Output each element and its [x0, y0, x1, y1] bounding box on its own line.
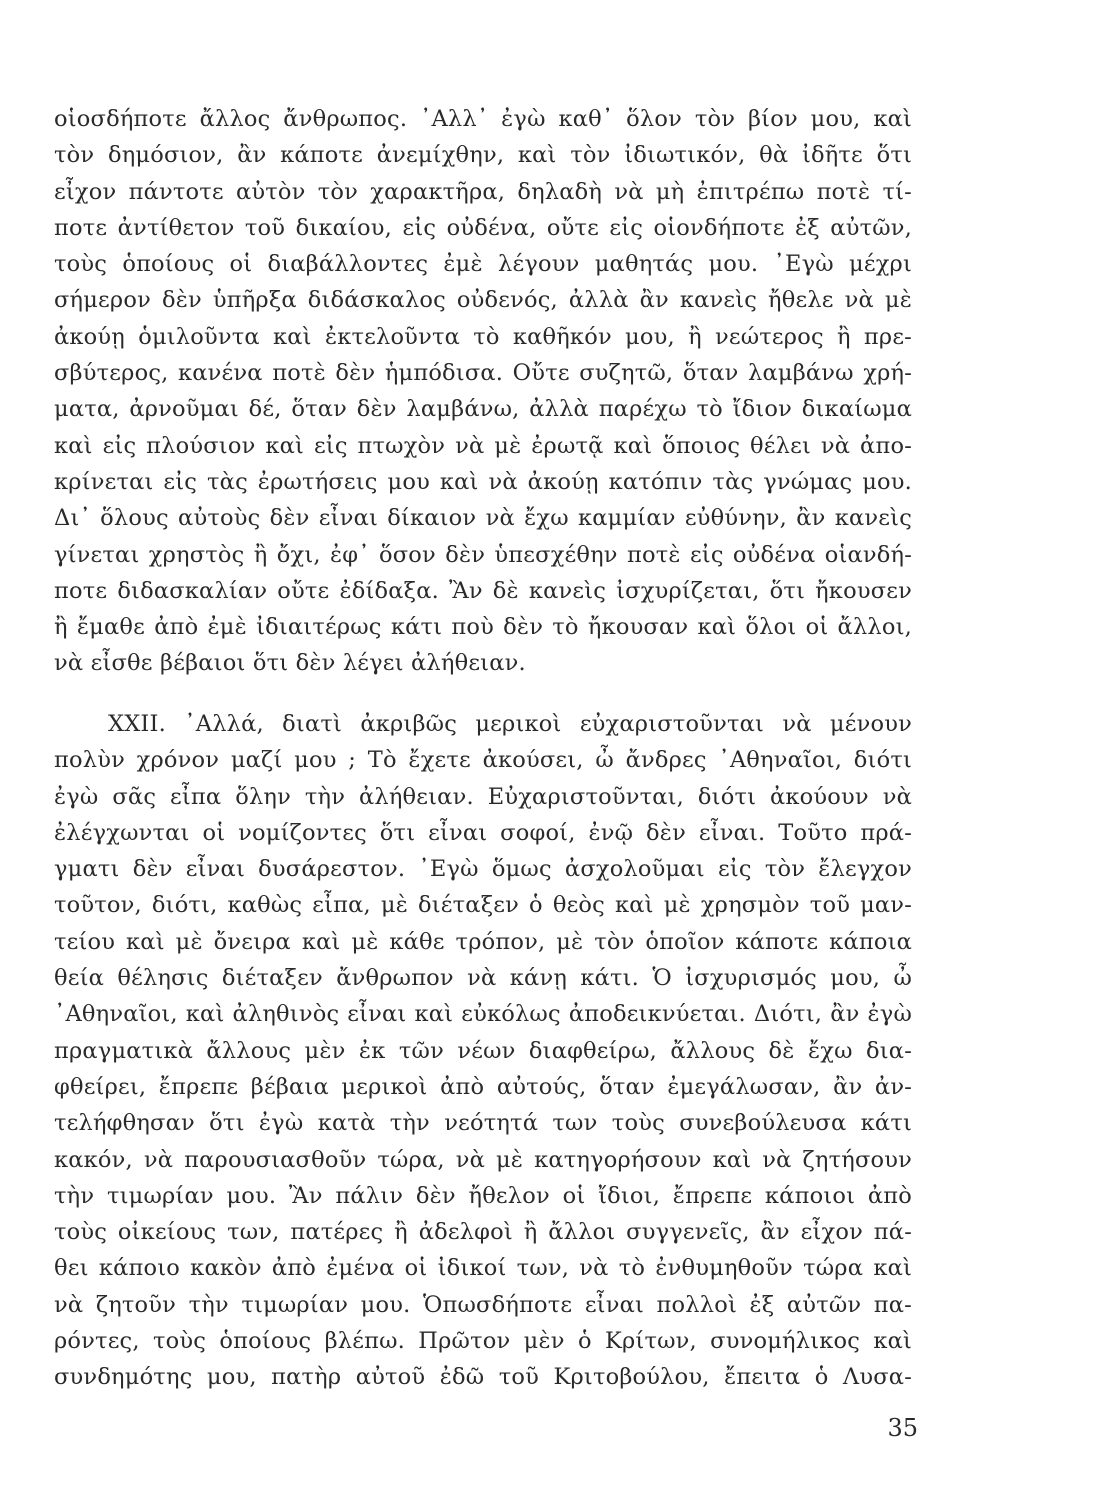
- text-line: πραγματικὰ ἄλλους μὲν ἐκ τῶν νέων διαφθείρω, ἄλλους δὲ ἔχω δια-: [54, 1037, 912, 1064]
- paragraph-2: [54, 706, 912, 1396]
- text-line: κακόν, νὰ παρουσιασθοῦν τώρα, νὰ μὲ κατηγορήσουν καὶ νὰ ζητήσουν: [54, 1146, 912, 1173]
- text-line: φθείρει, ἔπρεπε βέβαια μερικοὶ ἀπὸ αὐτούς, ὅταν ἐμεγάλωσαν, ἂν ἀν-: [54, 1073, 912, 1100]
- text-line: τοὺς οἰκείους των, πατέρες ἢ ἀδελφοὶ ἢ ἄλλοι συγγενεῖς, ἂν εἶχον πά-: [54, 1219, 912, 1246]
- text-line: συνδημότης μου, πατὴρ αὐτοῦ ἐδῶ τοῦ Κριτοβούλου, ἔπειτα ὁ Λυσα-: [54, 1364, 912, 1391]
- text-line: σβύτερος, κανένα ποτὲ δὲν ἡμπόδισα. Οὔτε συζητῶ, ὅταν λαμβάνω χρή-: [54, 360, 912, 387]
- text-line: τελήφθησαν ὅτι ἐγὼ κατὰ τὴν νεότητά των τοὺς συνεβούλευσα κάτι: [54, 1110, 912, 1137]
- text-line: εἶχον πάντοτε αὐτὸν τὸν χαρακτῆρα, δηλαδὴ νὰ μὴ ἐπιτρέπω ποτὲ τί-: [54, 178, 912, 205]
- text-line: ἐλέγχωνται οἱ νομίζοντες ὅτι εἶναι σοφοί, ἐνῷ δὲν εἶναι. Τοῦτο πρά-: [54, 819, 912, 846]
- text-line: νὰ ζητοῦν τὴν τιμωρίαν μου. Ὁπωσδήποτε εἶναι πολλοὶ ἐξ αὐτῶν πα-: [54, 1291, 912, 1318]
- text-line: γματι δὲν εἶναι δυσάρεστον. ᾿Εγὼ ὅμως ἀσχολοῦμαι εἰς τὸν ἔλεγχον: [54, 856, 912, 883]
- page-number: 35: [887, 1414, 918, 1442]
- text-line: ποτε διδασκαλίαν οὔτε ἐδίδαξα. Ἂν δὲ κανεὶς ἰσχυρίζεται, ὅτι ἤκουσεν: [54, 577, 912, 604]
- text-line: ποτε ἀντίθετον τοῦ δικαίου, εἰς οὐδένα, οὔτε εἰς οἱονδήποτε ἐξ αὐτῶν,: [54, 214, 912, 241]
- text-line: οἱοσδήποτε ἄλλος ἄνθρωπος. ᾿Αλλ᾿ ἐγὼ καθ᾿ ὅλον τὸν βίον μου, καὶ: [54, 106, 912, 132]
- text-line: ἐγὼ σᾶς εἶπα ὅλην τὴν ἀλήθειαν. Εὐχαριστοῦνται, διότι ἀκούουν νὰ: [54, 783, 912, 810]
- paragraph-1: [54, 101, 912, 682]
- text-line: θει κάποιο κακὸν ἀπὸ ἐμένα οἱ ἰδικοί των, νὰ τὸ ἐνθυμηθοῦν τώρα καὶ: [54, 1255, 912, 1282]
- text-line: σήμερον δὲν ὑπῆρξα διδάσκαλος οὐδενός, ἀλλὰ ἂν κανεὶς ἤθελε νὰ μὲ: [54, 287, 912, 314]
- text-line: κρίνεται εἰς τὰς ἐρωτήσεις μου καὶ νὰ ἀκούῃ κατόπιν τὰς γνώμας μου.: [54, 468, 912, 495]
- text-line: Δι᾿ ὅλους αὐτοὺς δὲν εἶναι δίκαιον νὰ ἔχω καμμίαν εὐθύνην, ἂν κανεὶς: [54, 505, 912, 532]
- text-line: θεία θέλησις διέταξεν ἄνθρωπον νὰ κάνῃ κάτι. Ὁ ἰσχυρισμός μου, ὦ: [54, 965, 912, 992]
- text-line: πολὺν χρόνον μαζί μου ; Τὸ ἔχετε ἀκούσει, ὦ ἄνδρες ᾿Αθηναῖοι, διότι: [54, 747, 912, 774]
- text-line: τείου καὶ μὲ ὄνειρα καὶ μὲ κάθε τρόπον, μὲ τὸν ὁποῖον κάποτε κάποια: [54, 928, 912, 955]
- text-line: καὶ εἰς πλούσιον καὶ εἰς πτωχὸν νὰ μὲ ἐρωτᾷ καὶ ὅποιος θέλει νὰ ἀπο-: [54, 432, 912, 459]
- text-line: XXII. ᾿Αλλά, διατὶ ἀκριβῶς μερικοὶ εὐχαριστοῦνται νὰ μένουν: [108, 711, 912, 737]
- text-line: νὰ εἶσθε βέβαιοι ὅτι δὲν λέγει ἀλήθειαν.: [54, 650, 526, 677]
- text-line: γίνεται χρηστὸς ἢ ὄχι, ἐφ᾿ ὅσον δὲν ὑπεσχέθην ποτὲ εἰς οὐδένα οἱανδή-: [54, 541, 912, 568]
- text-line: ἢ ἔμαθε ἀπὸ ἐμὲ ἰδιαιτέρως κάτι ποὺ δὲν τὸ ἤκουσαν καὶ ὅλοι οἱ ἄλλοι,: [54, 614, 912, 641]
- text-line: ἀκούῃ ὁμιλοῦντα καὶ ἐκτελοῦντα τὸ καθῆκόν μου, ἢ νεώτερος ἢ πρε-: [54, 323, 912, 350]
- text-line: τοῦτον, διότι, καθὼς εἶπα, μὲ διέταξεν ὁ θεὸς καὶ μὲ χρησμὸν τοῦ μαν-: [54, 892, 912, 919]
- text-line: τοὺς ὁποίους οἱ διαβάλλοντες ἐμὲ λέγουν μαθητάς μου. ᾿Εγὼ μέχρι: [54, 251, 912, 278]
- text-line: τὴν τιμωρίαν μου. Ἂν πάλιν δὲν ἤθελον οἱ ἴδιοι, ἔπρεπε κάποιοι ἀπὸ: [54, 1182, 912, 1209]
- text-line: τὸν δημόσιον, ἂν κάποτε ἀνεμίχθην, καὶ τὸν ἰδιωτικόν, θὰ ἰδῆτε ὅτι: [54, 142, 912, 169]
- text-line: ρόντες, τοὺς ὁποίους βλέπω. Πρῶτον μὲν ὁ Κρίτων, συνομήλικος καὶ: [54, 1328, 912, 1355]
- text-line: ᾿Αθηναῖοι, καὶ ἀληθινὸς εἶναι καὶ εὐκόλως ἀποδεικνύεται. Διότι, ἂν ἐγὼ: [54, 1001, 912, 1028]
- text-line: ματα, ἀρνοῦμαι δέ, ὅταν δὲν λαμβάνω, ἀλλὰ παρέχω τὸ ἴδιον δικαίωμα: [54, 396, 912, 423]
